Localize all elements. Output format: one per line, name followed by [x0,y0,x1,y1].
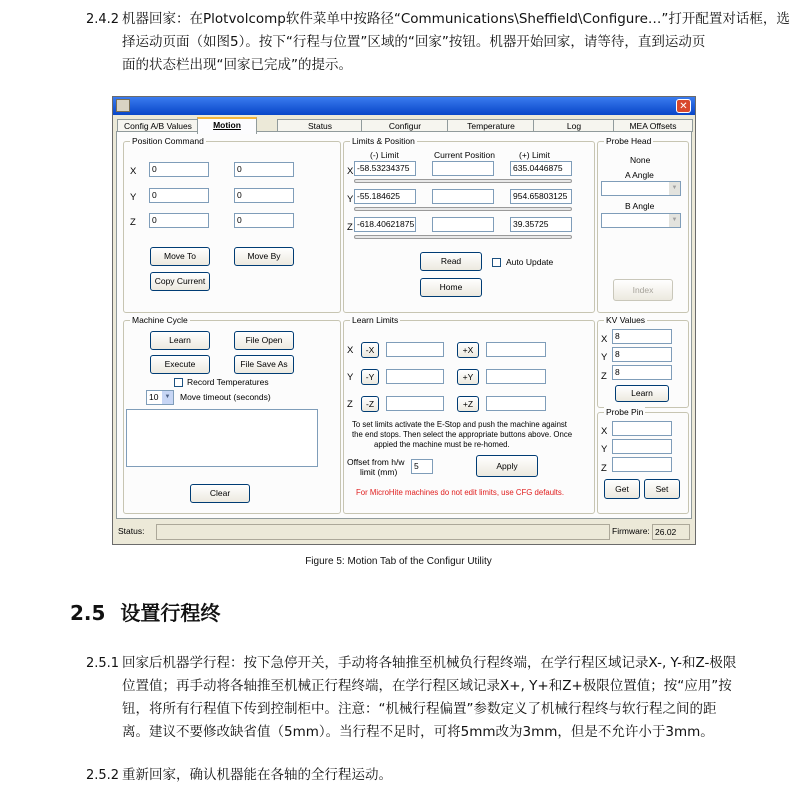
para-252-number: 2.5.2 [86,768,120,783]
figure-caption: Figure 5: Motion Tab of the Configur Utility [305,556,492,567]
learn-z-plus-field[interactable] [486,396,546,411]
learn-y-plus-field[interactable] [486,369,546,384]
axis-label-y: Y [601,352,608,363]
file-save-as-button[interactable]: File Save As [234,355,294,374]
move-y-input-b[interactable]: 0 [234,188,294,203]
offset-label-line-2: limit (mm) [360,467,398,477]
move-timeout-label: Move timeout (seconds) [180,392,271,402]
z-minus-limit-field[interactable]: -618.40621875 [354,217,416,232]
group-title: Limits & Position [352,136,415,146]
axis-label-z: Z [130,217,136,228]
intro-line-2: 择运动页面（如图5）。按下“行程与位置”区域的“回家”按钮。机器开始回家，请等待，直到运动页 [122,34,706,50]
chevron-down-icon: ▼ [669,214,680,227]
group-title: Probe Pin [606,407,644,417]
axis-label-y: Y [601,444,608,455]
apply-button[interactable]: Apply [476,455,538,477]
intro-line-3: 面的状态栏出现“回家已完成”的提示。 [122,57,352,73]
move-by-button[interactable]: Move By [234,247,294,266]
record-temperatures-label: Record Temperatures [187,377,269,387]
tab-configur[interactable]: Configur [361,119,449,132]
probe-pin-y-field[interactable] [612,439,672,454]
execute-button[interactable]: Execute [150,355,210,374]
para-251-line-2: 位置值；再手动将各轴推至机械正行程终端，在学行程区域记录X+, Y+和Z+极限位置值；按“应用”按 [122,678,732,694]
firmware-value: 26.02 [652,524,690,540]
axis-label-x: X [347,345,354,356]
motion-tab-panel [116,131,692,519]
learn-button[interactable]: Learn [150,331,210,350]
info-line-1: To set limits activate the E-Stop and push the machine against [352,420,567,429]
read-button[interactable]: Read [420,252,482,271]
home-button[interactable]: Home [420,278,482,297]
cycle-log-area[interactable] [126,409,318,467]
axis-label-z: Z [601,463,607,474]
probe-head-group [597,136,689,313]
para-251-line-1: 回家后机器学行程：按下急停开关，手动将各轴推至机械负行程终端，在学行程区域记录X-, Y-和Z-极限 [122,655,737,671]
axis-label-z: Z [601,371,607,382]
firmware-label: Firmware: [610,524,652,540]
index-button[interactable]: Index [613,279,673,301]
info-line-3: appied the machine must be re-homed. [374,440,510,449]
auto-update-label: Auto Update [506,257,554,267]
offset-field[interactable]: 5 [411,459,433,474]
move-x-input-a[interactable]: 0 [149,162,209,177]
status-bar [116,524,692,541]
move-timeout-value: 10 [149,392,159,402]
axis-label-y: Y [347,194,354,205]
learn-x-plus-field[interactable] [486,342,546,357]
tab-config-ab-values[interactable]: Config A/B Values [117,119,199,132]
y-position-slider[interactable] [354,207,572,211]
intro-line-1: 机器回家：在Plotvolcomp软件菜单中按路径“Communications\Sheffield\Configure…”打开配置对话框，选 [122,11,790,27]
kv-values-group [597,315,689,408]
learn-x-minus-field[interactable] [386,342,444,357]
para-251-line-4: 离。建议不要修改缺省值（5mm）。当行程不足时，可将5mm改为3mm，但是不允许小于3mm。 [122,724,714,740]
set-button[interactable]: Set [644,479,680,499]
axis-label-x: X [130,166,137,177]
y-plus-limit-field[interactable]: 954.65803125 [510,189,572,204]
b-angle-label: B Angle [625,201,655,211]
y-minus-limit-field[interactable]: -55.184625 [354,189,416,204]
para-251-line-3: 钮，将所有行程值下传到控制柜中。注意：“机械行程偏置”参数定义了机械行程终与软行程之间的距 [122,701,717,717]
learn-y-minus-field[interactable] [386,369,444,384]
file-open-button[interactable]: File Open [234,331,294,350]
kv-y-field[interactable]: 8 [612,347,672,362]
learn-z-minus-button[interactable]: -Z [361,396,379,412]
axis-label-y: Y [130,192,137,203]
probe-head-value: None [630,155,651,165]
z-current-position-field[interactable] [432,217,494,232]
copy-current-button[interactable]: Copy Current [150,272,210,291]
b-angle-select[interactable] [601,213,681,228]
group-title: Position Command [132,136,204,146]
x-minus-limit-field[interactable]: -58.53234375 [354,161,416,176]
move-timeout-select[interactable] [146,390,174,405]
kv-z-field[interactable]: 8 [612,365,672,380]
app-icon [116,99,130,112]
probe-pin-x-field[interactable] [612,421,672,436]
clear-button[interactable]: Clear [190,484,250,503]
learn-z-minus-field[interactable] [386,396,444,411]
chevron-down-icon: ▼ [669,182,680,195]
group-title: Learn Limits [352,315,399,325]
axis-label-z: Z [347,399,353,410]
position-command-group [123,136,341,313]
group-title: Probe Head [606,136,652,146]
para-251-number: 2.5.1 [86,656,120,671]
move-y-input-a[interactable]: 0 [149,188,209,203]
record-temperatures-checkbox[interactable] [174,378,183,387]
z-plus-limit-field[interactable]: 39.35725 [510,217,572,232]
axis-label-z: Z [347,222,353,233]
learn-x-minus-button[interactable]: -X [361,342,379,358]
tab-log[interactable]: Log [533,119,615,132]
offset-label-line-1: Offset from h/w [347,457,405,467]
probe-pin-group [597,407,689,514]
title-bar [113,97,695,115]
learn-y-minus-button[interactable]: -Y [361,369,379,385]
auto-update-checkbox[interactable] [492,258,501,267]
group-title: KV Values [606,315,646,325]
x-position-slider[interactable] [354,179,572,183]
limits-position-group [343,136,595,313]
plus-limit-header: (+) Limit [519,150,550,160]
x-plus-limit-field[interactable]: 635.0446875 [510,161,572,176]
close-icon[interactable]: ✕ [676,99,691,113]
tab-mea-offsets[interactable]: MEA Offsets [613,119,693,132]
a-angle-select[interactable] [601,181,681,196]
tab-motion[interactable]: Motion [197,117,257,134]
kv-learn-button[interactable]: Learn [615,385,669,402]
y-current-position-field[interactable] [432,189,494,204]
minus-limit-header: (-) Limit [370,150,399,160]
kv-x-field[interactable]: 8 [612,329,672,344]
move-z-input-a[interactable]: 0 [149,213,209,228]
section-number: 2.5 [70,601,106,625]
learn-x-plus-button[interactable]: +X [457,342,479,358]
move-to-button[interactable]: Move To [150,247,210,266]
axis-label-x: X [601,334,608,345]
x-current-position-field[interactable] [432,161,494,176]
status-text-panel [156,524,610,540]
chevron-down-icon: ▼ [162,391,173,404]
info-line-2: the end stops. Then select the appropriate buttons above. Once [352,430,573,439]
learn-z-plus-button[interactable]: +Z [457,396,479,412]
probe-pin-z-field[interactable] [612,457,672,472]
move-x-input-b[interactable]: 0 [234,162,294,177]
status-label: Status: [116,524,156,540]
a-angle-label: A Angle [625,170,654,180]
learn-limits-group [343,315,595,514]
current-position-header: Current Position [434,150,495,160]
intro-number: 2.4.2 [86,12,120,27]
section-heading [70,597,220,626]
get-button[interactable]: Get [604,479,640,499]
tab-status[interactable]: Status [277,119,363,132]
para-252-text: 重新回家，确认机器能在各轴的全行程运动。 [122,767,392,783]
axis-label-y: Y [347,372,354,383]
machine-cycle-group [123,315,341,514]
z-position-slider[interactable] [354,235,572,239]
axis-label-x: X [347,166,354,177]
group-title: Machine Cycle [132,315,188,325]
section-title: 设置行程终 [120,601,221,625]
configur-dialog [112,96,696,545]
microhite-warning: For MicroHite machines do not edit limits, use CFG defaults. [356,488,564,497]
axis-label-x: X [601,426,608,437]
learn-y-plus-button[interactable]: +Y [457,369,479,385]
tab-temperature[interactable]: Temperature [447,119,535,132]
move-z-input-b[interactable]: 0 [234,213,294,228]
